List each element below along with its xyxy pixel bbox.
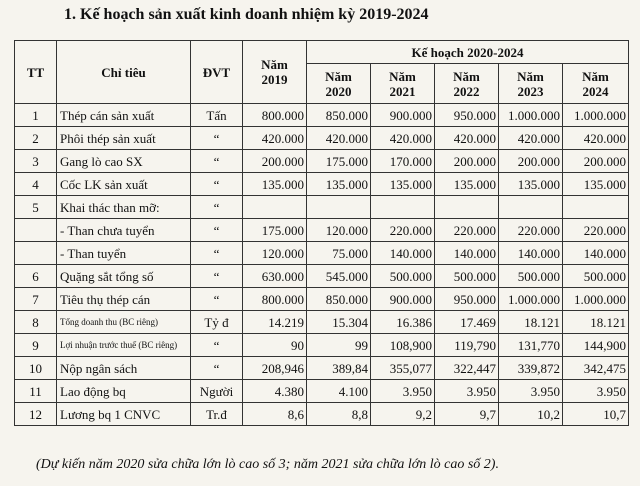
row-unit: Tấn — [191, 104, 243, 127]
header-year-2019-value: 2019 — [261, 72, 288, 87]
row-indicator: Khai thác than mỡ: — [57, 196, 191, 219]
row-unit: “ — [191, 288, 243, 311]
row-value-2023: 10,2 — [499, 403, 563, 426]
header-year-label: Năm — [517, 68, 544, 84]
header-plan-group: Kế hoạch 2020-2024 — [307, 41, 629, 64]
row-indicator: - Than chưa tuyển — [57, 219, 191, 242]
header-year-value: 2020 — [325, 83, 352, 99]
row-unit: Người — [191, 380, 243, 403]
header-year-2 — [435, 64, 499, 104]
row-value-2022: 220.000 — [435, 219, 499, 242]
row-value-2021: 170.000 — [371, 150, 435, 173]
row-value-2020: 420.000 — [307, 127, 371, 150]
row-value-2019 — [243, 196, 307, 219]
row-indicator: Lợi nhuận trước thuế (BC riêng) — [57, 334, 191, 357]
row-value-2024: 200.000 — [563, 150, 629, 173]
row-value-2021 — [371, 196, 435, 219]
row-value-2024: 135.000 — [563, 173, 629, 196]
row-value-2020: 850.000 — [307, 288, 371, 311]
row-value-2023: 1.000.000 — [499, 104, 563, 127]
header-year-value: 2021 — [389, 83, 416, 99]
row-value-2022: 119,790 — [435, 334, 499, 357]
row-value-2024: 140.000 — [563, 242, 629, 265]
row-value-2024: 342,475 — [563, 357, 629, 380]
row-number: 12 — [15, 403, 57, 426]
row-value-2022: 17.469 — [435, 311, 499, 334]
row-unit: “ — [191, 127, 243, 150]
row-value-2019: 800.000 — [243, 288, 307, 311]
row-number: 5 — [15, 196, 57, 219]
row-unit: “ — [191, 219, 243, 242]
row-indicator: Nộp ngân sách — [57, 357, 191, 380]
row-value-2021: 140.000 — [371, 242, 435, 265]
table-row — [15, 265, 629, 288]
row-indicator: - Than tuyển — [57, 242, 191, 265]
row-value-2023: 339,872 — [499, 357, 563, 380]
row-value-2022: 950.000 — [435, 288, 499, 311]
row-value-2024: 144,900 — [563, 334, 629, 357]
row-value-2023: 18.121 — [499, 311, 563, 334]
row-value-2020: 545.000 — [307, 265, 371, 288]
row-unit: Tr.đ — [191, 403, 243, 426]
table-row — [15, 127, 629, 150]
table-row — [15, 242, 629, 265]
row-value-2019: 14.219 — [243, 311, 307, 334]
row-value-2021: 900.000 — [371, 104, 435, 127]
row-indicator: Thép cán sản xuất — [57, 104, 191, 127]
row-value-2020: 8,8 — [307, 403, 371, 426]
row-indicator: Cốc LK sản xuất — [57, 173, 191, 196]
row-value-2024: 220.000 — [563, 219, 629, 242]
header-year-0 — [307, 64, 371, 104]
row-value-2023: 131,770 — [499, 334, 563, 357]
row-value-2019: 135.000 — [243, 173, 307, 196]
row-number: 3 — [15, 150, 57, 173]
row-value-2019: 630.000 — [243, 265, 307, 288]
table-row — [15, 288, 629, 311]
row-value-2022: 135.000 — [435, 173, 499, 196]
header-unit: ĐVT — [191, 41, 243, 104]
header-year-2019 — [243, 41, 307, 104]
row-indicator: Quặng sắt tổng số — [57, 265, 191, 288]
row-value-2019: 420.000 — [243, 127, 307, 150]
table-row — [15, 311, 629, 334]
row-unit: Tỷ đ — [191, 311, 243, 334]
row-unit: “ — [191, 173, 243, 196]
row-value-2019: 4.380 — [243, 380, 307, 403]
row-unit: “ — [191, 265, 243, 288]
row-value-2024: 420.000 — [563, 127, 629, 150]
table-row — [15, 219, 629, 242]
row-number: 1 — [15, 104, 57, 127]
row-value-2020: 135.000 — [307, 173, 371, 196]
row-value-2019: 175.000 — [243, 219, 307, 242]
row-unit: “ — [191, 357, 243, 380]
header-year-value: 2024 — [582, 83, 609, 99]
row-value-2022: 500.000 — [435, 265, 499, 288]
row-value-2022 — [435, 196, 499, 219]
row-value-2023: 3.950 — [499, 380, 563, 403]
row-value-2023: 500.000 — [499, 265, 563, 288]
row-value-2023: 140.000 — [499, 242, 563, 265]
row-value-2021: 355,077 — [371, 357, 435, 380]
table-row — [15, 150, 629, 173]
row-number: 10 — [15, 357, 57, 380]
row-indicator: Tiêu thụ thép cán — [57, 288, 191, 311]
row-value-2019: 8,6 — [243, 403, 307, 426]
row-number — [15, 242, 57, 265]
row-value-2022: 200.000 — [435, 150, 499, 173]
row-value-2024: 1.000.000 — [563, 288, 629, 311]
row-value-2020: 175.000 — [307, 150, 371, 173]
row-unit: “ — [191, 334, 243, 357]
row-value-2024: 3.950 — [563, 380, 629, 403]
row-indicator: Gang lò cao SX — [57, 150, 191, 173]
row-value-2020: 99 — [307, 334, 371, 357]
row-value-2024 — [563, 196, 629, 219]
table-row — [15, 334, 629, 357]
header-indicator: Chỉ tiêu — [57, 41, 191, 104]
row-value-2022: 9,7 — [435, 403, 499, 426]
row-value-2023: 220.000 — [499, 219, 563, 242]
header-year-value: 2022 — [453, 83, 480, 99]
table-row — [15, 403, 629, 426]
header-tt: TT — [15, 41, 57, 104]
row-value-2021: 16.386 — [371, 311, 435, 334]
row-number: 9 — [15, 334, 57, 357]
row-value-2020: 850.000 — [307, 104, 371, 127]
header-year-label: Năm — [325, 68, 352, 84]
plan-table — [14, 40, 629, 426]
header-year-value: 2023 — [517, 83, 544, 99]
row-value-2024: 1.000.000 — [563, 104, 629, 127]
row-value-2023: 420.000 — [499, 127, 563, 150]
row-unit: “ — [191, 242, 243, 265]
row-value-2019: 200.000 — [243, 150, 307, 173]
row-value-2024: 10,7 — [563, 403, 629, 426]
row-number: 11 — [15, 380, 57, 403]
table-row — [15, 173, 629, 196]
row-value-2021: 9,2 — [371, 403, 435, 426]
row-indicator: Lao động bq — [57, 380, 191, 403]
row-value-2021: 420.000 — [371, 127, 435, 150]
row-value-2021: 108,900 — [371, 334, 435, 357]
table-row — [15, 380, 629, 403]
row-value-2020 — [307, 196, 371, 219]
footnote: (Dự kiến năm 2020 sửa chữa lớn lò cao số 3; năm 2021 sửa chữa lớn lò cao số 2). — [36, 457, 499, 472]
row-number: 8 — [15, 311, 57, 334]
row-value-2022: 950.000 — [435, 104, 499, 127]
header-year-label: Năm — [582, 68, 609, 84]
header-year-2019-label: Năm — [261, 57, 288, 72]
row-number — [15, 219, 57, 242]
header-year-3 — [499, 64, 563, 104]
table-row — [15, 196, 629, 219]
row-value-2023: 1.000.000 — [499, 288, 563, 311]
row-value-2023: 135.000 — [499, 173, 563, 196]
row-value-2022: 3.950 — [435, 380, 499, 403]
table-row — [15, 357, 629, 380]
row-value-2021: 500.000 — [371, 265, 435, 288]
row-value-2019: 208,946 — [243, 357, 307, 380]
row-value-2021: 135.000 — [371, 173, 435, 196]
row-value-2022: 420.000 — [435, 127, 499, 150]
row-value-2021: 220.000 — [371, 219, 435, 242]
row-value-2019: 90 — [243, 334, 307, 357]
row-indicator: Phôi thép sản xuất — [57, 127, 191, 150]
row-number: 7 — [15, 288, 57, 311]
row-value-2022: 140.000 — [435, 242, 499, 265]
row-indicator: Tổng doanh thu (BC riêng) — [57, 311, 191, 334]
table-row — [15, 104, 629, 127]
row-unit: “ — [191, 196, 243, 219]
header-year-1 — [371, 64, 435, 104]
row-value-2020: 389,84 — [307, 357, 371, 380]
row-value-2023: 200.000 — [499, 150, 563, 173]
header-year-label: Năm — [453, 68, 480, 84]
page-title: 1. Kế hoạch sản xuất kinh doanh nhiệm kỳ 2019-2024 — [64, 6, 429, 23]
row-value-2020: 4.100 — [307, 380, 371, 403]
row-value-2023 — [499, 196, 563, 219]
row-value-2021: 3.950 — [371, 380, 435, 403]
row-number: 6 — [15, 265, 57, 288]
row-value-2021: 900.000 — [371, 288, 435, 311]
header-year-label: Năm — [389, 68, 416, 84]
row-value-2024: 18.121 — [563, 311, 629, 334]
row-value-2019: 120.000 — [243, 242, 307, 265]
row-indicator: Lương bq 1 CNVC — [57, 403, 191, 426]
row-value-2024: 500.000 — [563, 265, 629, 288]
row-value-2020: 15.304 — [307, 311, 371, 334]
row-number: 2 — [15, 127, 57, 150]
row-value-2020: 120.000 — [307, 219, 371, 242]
row-unit: “ — [191, 150, 243, 173]
header-year-4 — [563, 64, 629, 104]
row-number: 4 — [15, 173, 57, 196]
row-value-2019: 800.000 — [243, 104, 307, 127]
row-value-2022: 322,447 — [435, 357, 499, 380]
row-value-2020: 75.000 — [307, 242, 371, 265]
